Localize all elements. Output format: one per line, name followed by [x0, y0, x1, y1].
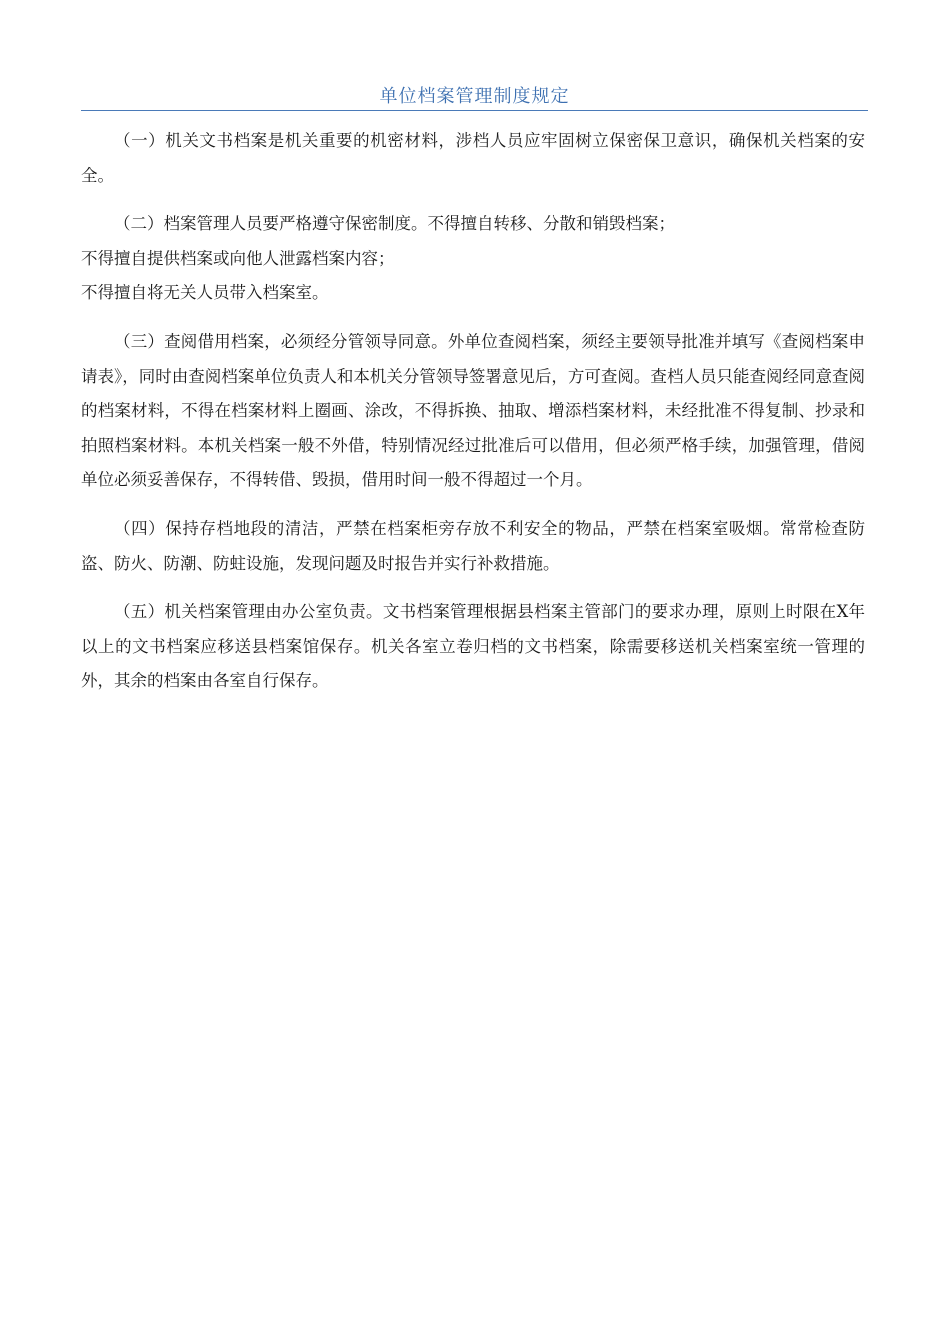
section-2: （二）档案管理人员要严格遵守保密制度。不得擅自转移、分散和销毁档案；	[114, 214, 675, 234]
section-2-line-2: 不得擅自提供档案或向他人泄露档案内容；	[81, 248, 395, 268]
document-body	[81, 124, 865, 713]
page-title: 单位档案管理制度规定	[379, 86, 570, 107]
section-1: （一）机关文书档案是机关重要的机密材料，涉档人员应牢固树立保密保卫意识，确保机关档案的安全。	[81, 131, 865, 185]
section-5: （五）机关档案管理由办公室负责。文书档案管理根据县档案主管部门的要求办理，原则上时限在X年以上的文书档案应移送县档案馆保存。机关各室立卷归档的文书档案，除需要移送机关档案室统一管理的外，其余的档案由各室自行保存。	[81, 602, 865, 691]
section-2-line-3: 不得擅自将无关人员带入档案室。	[81, 283, 329, 303]
section-3: （三）查阅借用档案，必须经分管领导同意。外单位查阅档案，须经主要领导批准并填写《查阅档案申请表》，同时由查阅档案单位负责人和本机关分管领导签署意见后，方可查阅。查档人员只能查阅经同意查阅的档案材料，不得在档案材料上圈画、涂改，不得拆换、抽取、增添档案材料，未经批准不得复制、抄录和拍照档案材料。本机关档案一般不外借，特别情况经过批准后可以借用，但必须严格手续，加强管理，借阅单位必须妥善保存，不得转借、毁损，借用时间一般不得超过一个月。	[81, 331, 865, 490]
section-4: （四）保持存档地段的清洁，严禁在档案柜旁存放不利安全的物品，严禁在档案室吸烟。常常检查防盗、防火、防潮、防蛀设施，发现问题及时报告并实行补救措施。	[81, 518, 865, 573]
page-header	[81, 80, 868, 111]
